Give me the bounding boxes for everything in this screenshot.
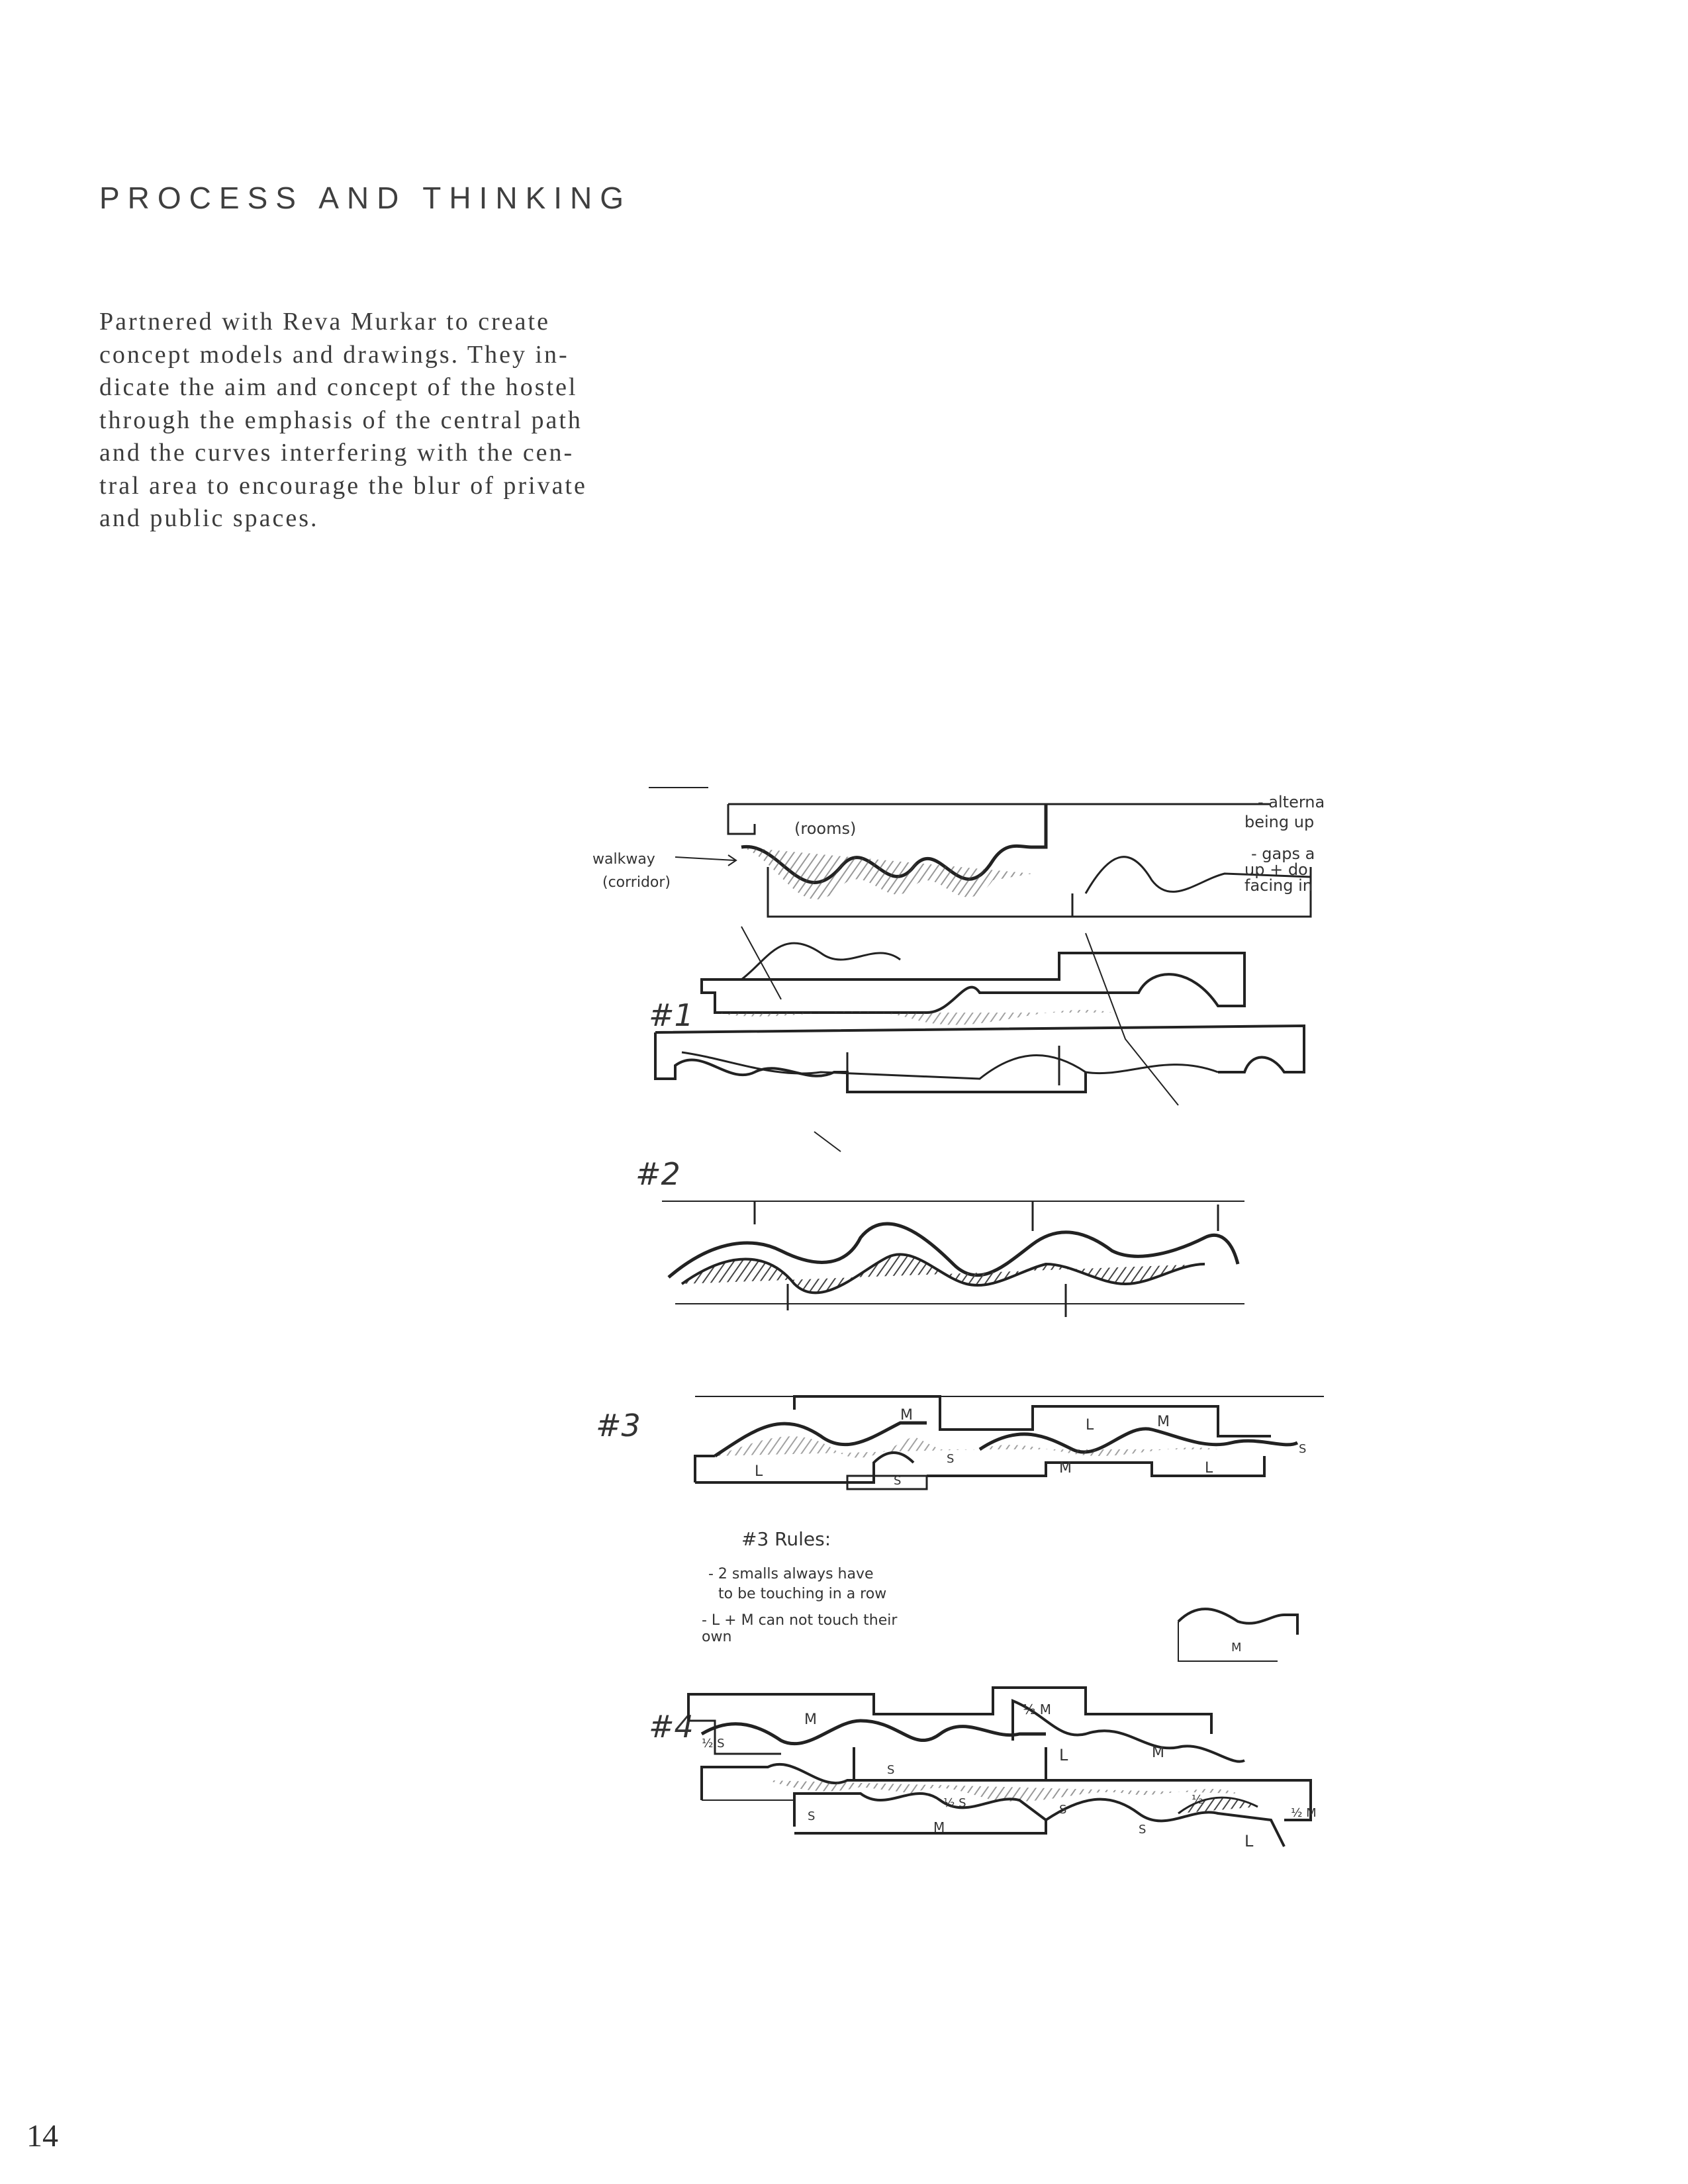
room-label-m-5: M	[1152, 1745, 1164, 1761]
sketch-version-1	[655, 927, 1304, 1152]
note-alternating: - alterna	[1258, 793, 1325, 811]
sketch-version-2	[662, 1201, 1244, 1317]
rule-2-line-1: - L + M can not touch their	[702, 1612, 898, 1629]
room-label-m-2: M	[1157, 1414, 1170, 1430]
room-label-half-m-2: ½ M	[1291, 1806, 1317, 1820]
label-rooms: (rooms)	[794, 819, 857, 838]
room-label-s-5: S	[808, 1809, 816, 1823]
sketch-version-4	[688, 1688, 1311, 1846]
room-label-m-detail: M	[1231, 1641, 1242, 1655]
room-label-half-s-2: ½ S	[943, 1796, 966, 1810]
concept-sketch	[583, 761, 1403, 2005]
rule-1-line-2: to be touching in a row	[718, 1586, 887, 1602]
sketch-walkway-diagram	[649, 788, 1311, 917]
sketch-version-3	[695, 1396, 1324, 1489]
room-label-m-6: M	[933, 1819, 945, 1835]
label-version-2: #2	[635, 1156, 680, 1192]
room-label-m-3: M	[1059, 1460, 1072, 1477]
room-label-s-2: S	[894, 1474, 902, 1488]
intro-paragraph: Partnered with Reva Murkar to create concept models and drawings. They in- dicate the aim and concept of the hostel through the emphasis of the central path and the curves interfering with the cen- tral area to encourage the blur of private and public spaces.	[99, 308, 587, 532]
note-up-down: up + do	[1244, 860, 1308, 879]
room-label-half-m-1: ½ M	[1023, 1702, 1051, 1717]
rule-1-line-1: - 2 smalls always have	[708, 1566, 874, 1582]
page-number: 14	[26, 2118, 58, 2154]
concept-sketch-drawing	[583, 761, 1403, 2005]
label-walkway: walkway	[592, 851, 655, 868]
room-label-s-6: S	[1059, 1803, 1067, 1817]
rule-2-line-2: own	[702, 1629, 732, 1645]
room-label-m-1: M	[900, 1407, 913, 1424]
room-label-half-s-1: ½ S	[702, 1737, 725, 1751]
label-version-4: #4	[649, 1709, 694, 1745]
room-label-s-4: S	[887, 1763, 895, 1777]
label-version-3: #3	[596, 1408, 641, 1443]
room-label-s-3: S	[1299, 1442, 1307, 1456]
note-being-up: being up	[1244, 813, 1315, 831]
room-label-l-5: L	[1244, 1832, 1254, 1850]
room-label-l-2: L	[755, 1463, 763, 1480]
page-title: PROCESS AND THINKING	[99, 181, 632, 215]
room-label-s-1: S	[947, 1452, 955, 1466]
note-facing-in: facing in	[1244, 876, 1313, 895]
room-label-half-1: ½	[1192, 1793, 1203, 1807]
room-label-m-4: M	[804, 1711, 817, 1728]
room-label-l-4: L	[1059, 1746, 1068, 1764]
room-label-l-3: L	[1205, 1460, 1213, 1477]
label-version-1: #1	[649, 997, 694, 1033]
note-gaps: - gaps a	[1251, 844, 1315, 863]
rules-title: #3 Rules:	[741, 1528, 831, 1550]
label-corridor: (corridor)	[602, 874, 671, 891]
room-label-l-1: L	[1086, 1417, 1094, 1433]
room-label-s-7: S	[1139, 1823, 1147, 1837]
